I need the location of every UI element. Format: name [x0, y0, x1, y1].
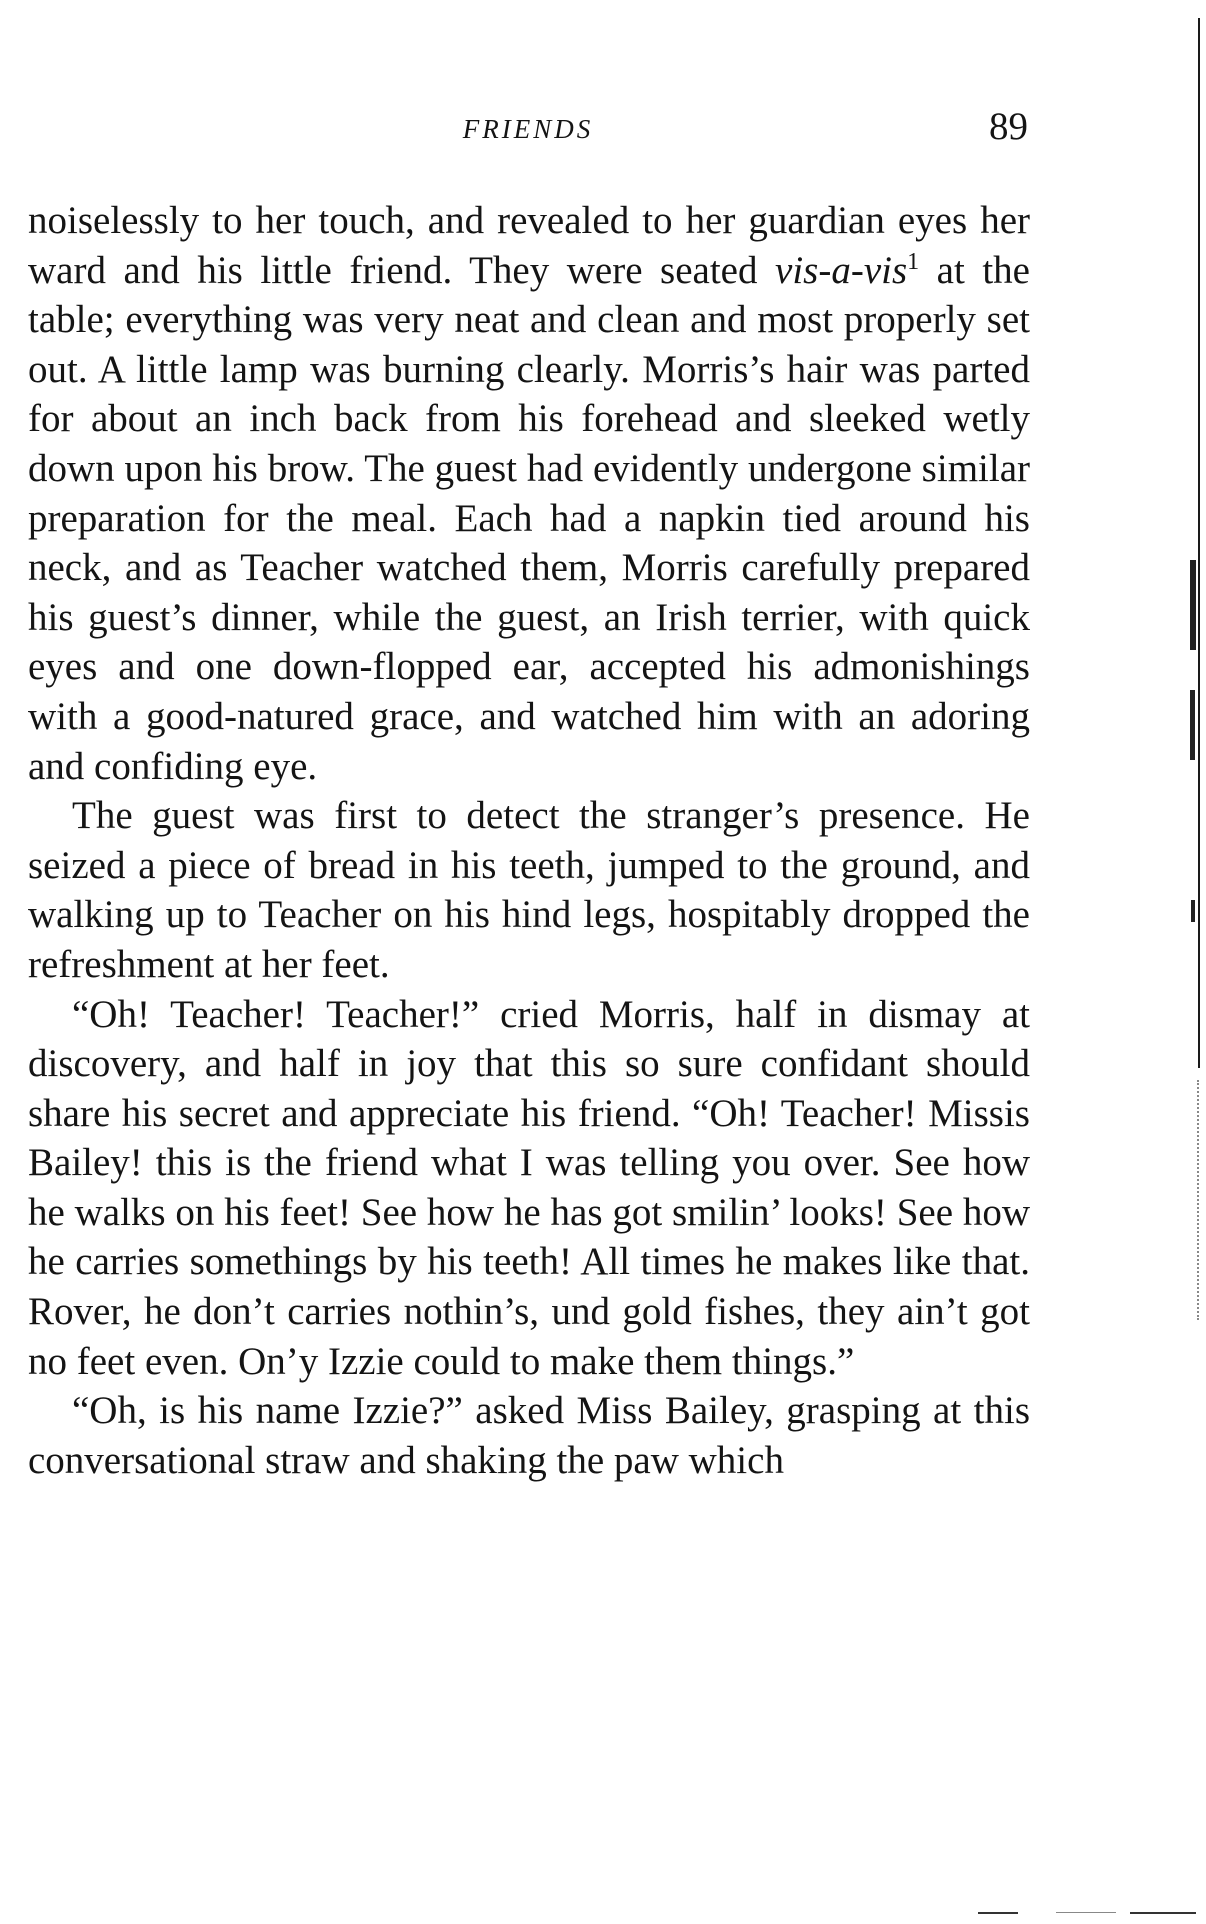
- scan-edge-mark: [1191, 900, 1195, 922]
- paragraph-1-text-a: noiselessly to her touch, and revealed to her guardian eyes her ward and his little friend. They were seated: [28, 199, 1030, 292]
- paragraph-2: The guest was first to detect the stranger’s presence. He seized a piece of bread in his teeth, jumped to the ground, and walking up to Teacher on his hind legs, hospitably dropped the refreshment at her feet.: [28, 794, 1030, 986]
- running-head: [26, 104, 1030, 164]
- body-text: [28, 196, 1030, 1485]
- scan-bottom-rule: [1130, 1912, 1196, 1914]
- paragraph-1-text-b: at the table; everything was very neat and clean and most properly set out. A little lamp was burning clearly. Morris’s hair was parted for about an inch back from his forehead and sleeked wetly down upon his brow. The guest had evidently undergone similar preparation for the meal. Each had a napkin tied around his neck, and as Teacher watched them, Morris carefully prepared his guest’s dinner, while the guest, an Irish terrier, with quick eyes and one down-flopped ear, accepted his admonishings with a good-natured grace, and watched him with an adoring and confiding eye.: [28, 248, 1030, 788]
- scan-edge-mark: [1190, 560, 1196, 650]
- italic-phrase: vis-a-vis: [775, 248, 908, 292]
- page-number: 89: [989, 105, 1028, 148]
- scan-bottom-rule: [978, 1912, 1018, 1914]
- running-title: FRIENDS: [462, 114, 594, 144]
- scan-bottom-rule: [1056, 1912, 1116, 1913]
- paragraph-1: [28, 196, 1030, 791]
- scan-edge-line: [1198, 18, 1200, 1068]
- scan-edge-mark: [1190, 690, 1195, 760]
- scan-edge-dots: [1197, 1080, 1199, 1320]
- paragraph-4: “Oh, is his name Izzie?” asked Miss Bailey, grasping at this conversational straw and shaking the paw which: [28, 1389, 1030, 1482]
- footnote-reference: 1: [907, 248, 920, 275]
- paragraph-3: “Oh! Teacher! Teacher!” cried Morris, half in dismay at discovery, and half in joy that this so sure confidant should share his secret and appreciate his friend. “Oh! Teacher! Missis Bailey! this is the friend what I was telling you over. See how he walks on his feet! See how he has got smilin’ looks! See how he carries somethings by his teeth! All times he makes like that. Rover, he don’t carries nothin’s, und gold fishes, they ain’t got no feet even. On’y Izzie could to make them things.”: [28, 992, 1030, 1383]
